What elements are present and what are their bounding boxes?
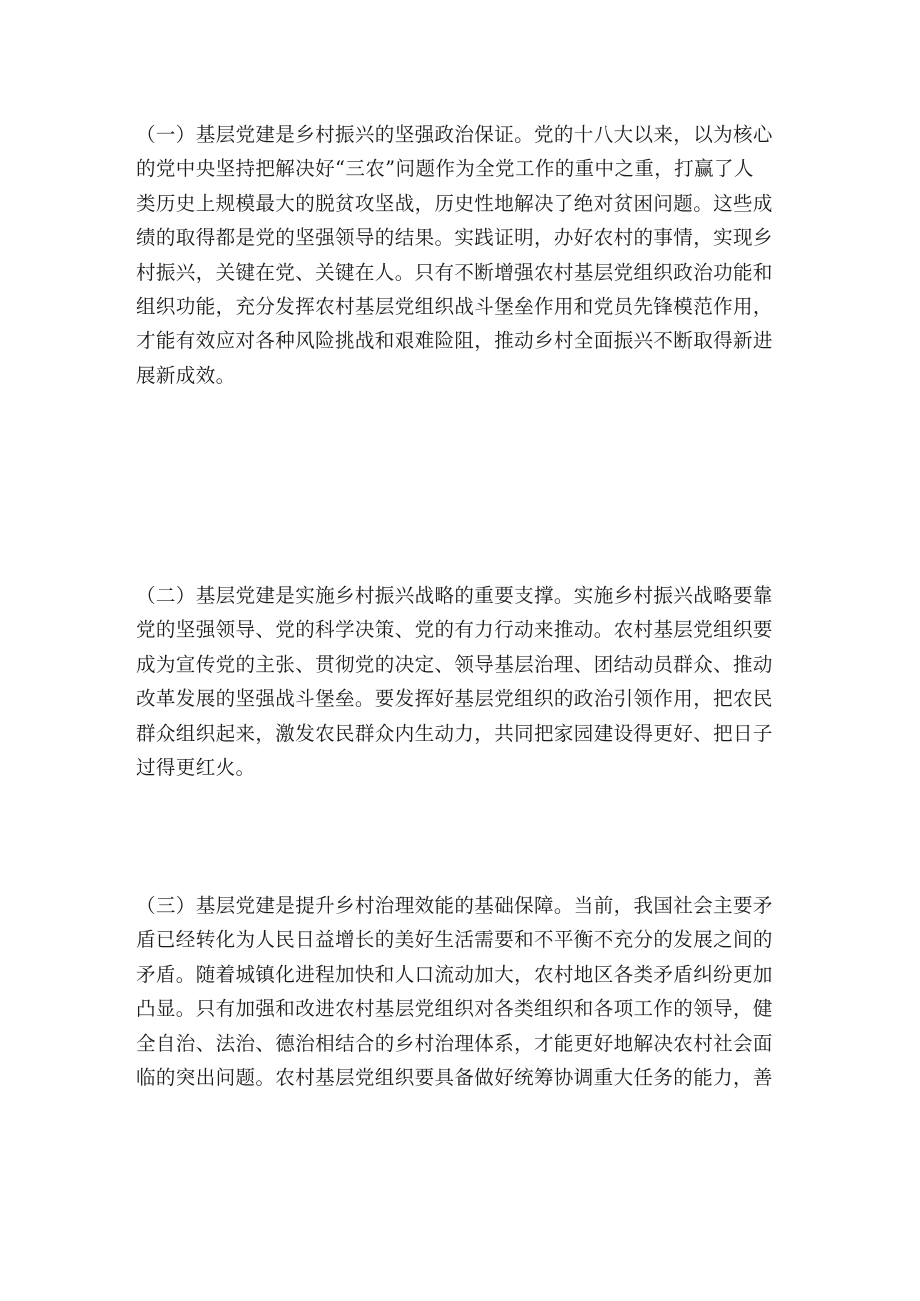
- text-line: 组织功能，充分发挥农村基层党组织战斗堡垒作用和党员先锋模范作用，: [136, 295, 773, 319]
- text-line: 成为宣传党的主张、贯彻党的决定、领导基层治理、团结动员群众、推动: [136, 652, 773, 676]
- text-line: 的党中央坚持把解决好“三农”问题作为全党工作的重中之重，打赢了人: [136, 157, 754, 181]
- text-line: 凸显。只有加强和改进农村基层党组织对各类组织和各项工作的领导，健: [136, 997, 773, 1021]
- text-line: 临的突出问题。农村基层党组织要具备做好统筹协调重大任务的能力，善: [136, 1066, 773, 1090]
- text-line: （一）基层党建是乡村振兴的坚强政治保证。党的十八大以来，以为核心: [136, 123, 773, 146]
- text-line: 类历史上规模最大的脱贫攻坚战，历史性地解决了绝对贫困问题。这些成: [136, 191, 773, 215]
- paragraph-2: [136, 579, 786, 785]
- text-line: 展新成效。: [136, 363, 236, 387]
- text-line: 过得更红火。: [136, 756, 256, 780]
- text-line: 盾已经转化为人民日益增长的美好生活需要和不平衡不充分的发展之间的: [136, 928, 773, 952]
- paragraph-1: [136, 118, 786, 393]
- paragraph-3: [136, 889, 786, 1095]
- text-line: 矛盾。随着城镇化进程加快和人口流动加大，农村地区各类矛盾纠纷更加: [136, 962, 773, 986]
- text-line: 才能有效应对各种风险挑战和艰难险阻，推动乡村全面振兴不断取得新进: [136, 329, 773, 353]
- text-line: （三）基层党建是提升乡村治理效能的基础保障。当前，我国社会主要矛: [136, 894, 773, 917]
- text-line: 党的坚强领导、党的科学决策、党的有力行动来推动。农村基层党组织要: [136, 618, 773, 642]
- text-line: （二）基层党建是实施乡村振兴战略的重要支撑。实施乡村振兴战略要靠: [136, 584, 773, 607]
- text-line: 全自治、法治、德治相结合的乡村治理体系，才能更好地解决农村社会面: [136, 1031, 773, 1055]
- text-line: 绩的取得都是党的坚强领导的结果。实践证明，办好农村的事情，实现乡: [136, 226, 773, 250]
- text-line: 村振兴，关键在党、关键在人。只有不断增强农村基层党组织政治功能和: [136, 260, 773, 284]
- text-line: 群众组织起来，激发农民群众内生动力，共同把家园建设得更好、把日子: [136, 721, 773, 745]
- text-line: 改革发展的坚强战斗堡垒。要发挥好基层党组织的政治引领作用，把农民: [136, 687, 773, 711]
